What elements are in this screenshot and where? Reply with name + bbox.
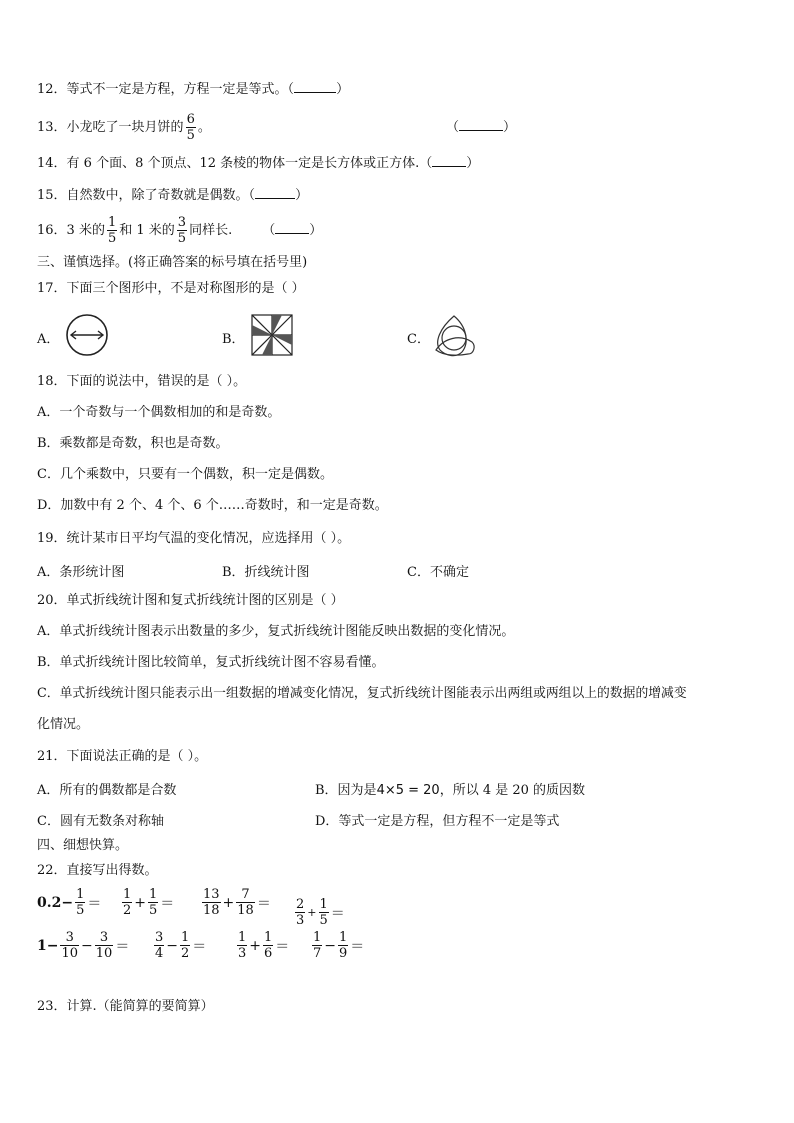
question-19-stem: 19．统计某市日平均气温的变化情况，应选择用（ ）。	[37, 531, 351, 546]
option-b[interactable]: B．乘数都是奇数，积也是奇数。	[37, 436, 229, 451]
question-21-stem: 21．下面说法正确的是（ ）。	[37, 749, 208, 764]
option-d[interactable]: D．等式一定是方程，但方程不一定是等式	[315, 814, 560, 829]
section-heading: 三、谨慎选择。(将正确答案的标号填在括号里)	[37, 255, 308, 270]
answer-paren: （ ）	[446, 120, 517, 135]
expression-2: $\frac{1}{2}$ + $\frac{1}{5}$ ＝	[123, 887, 175, 918]
option-c-label: C．	[407, 332, 430, 347]
answer-blank[interactable]	[432, 166, 466, 167]
option-b[interactable]: B．单式折线统计图比较简单，复式折线统计图不容易看懂。	[37, 655, 385, 670]
question-text: 自然数中，除了奇数就是偶数。（	[66, 188, 256, 203]
circle-arrow-figure[interactable]	[63, 312, 113, 362]
math-expression: 4×5 = 20	[376, 783, 440, 798]
answer-blank[interactable]	[459, 130, 503, 131]
option-b[interactable]: B．折线统计图	[222, 565, 310, 580]
option-a[interactable]: A．条形统计图	[37, 565, 125, 580]
question-text: 有 6 个面、8 个顶点、12 条棱的物体一定是长方体或正方体.（	[66, 156, 433, 171]
pinwheel-figure[interactable]	[249, 313, 295, 361]
expression-6: $\frac{3}{4}$ − $\frac{1}{2}$ ＝	[155, 930, 207, 961]
pinwheel-icon	[249, 313, 295, 357]
section-heading: 四、细想快算。	[37, 838, 129, 853]
fraction: $\frac{3}{5}$	[177, 215, 187, 246]
question-number: 13．	[37, 120, 67, 135]
question-text: 等式不一定是方程，方程一定是等式。（	[66, 82, 295, 97]
expression-4: $\frac{2}{3}$ + $\frac{1}{5}$ ＝	[296, 897, 345, 928]
question-23-stem: 23．计算.（能简算的要简算）	[37, 999, 214, 1014]
option-c[interactable]: C．几个乘数中，只要有一个偶数，积一定是偶数。	[37, 467, 333, 482]
question-number: 15．	[37, 188, 67, 203]
question-18-stem: 18．下面的说法中，错误的是（ ）。	[37, 374, 247, 389]
question-number: 16．	[37, 223, 67, 238]
fraction: $\frac{6}{5}$	[186, 112, 195, 143]
option-b-label: B．	[222, 332, 245, 347]
option-c-continued: 化情况。	[37, 717, 90, 732]
question-22-stem: 22．直接写出得数。	[37, 863, 158, 878]
question-13: 13．小龙吃了一块月饼的 $\frac{6}{5}$ 。	[37, 112, 211, 143]
option-d[interactable]: D．加数中有 2 个、4 个、6 个……奇数时，和一定是奇数。	[37, 498, 388, 513]
question-20-stem: 20．单式折线统计图和复式折线统计图的区别是（ ）	[37, 593, 344, 608]
fraction: $\frac{1}{5}$	[107, 215, 117, 246]
question-14: 14．有 6 个面、8 个顶点、12 条棱的物体一定是长方体或正方体.（ ）	[37, 156, 480, 171]
option-a[interactable]: A．所有的偶数都是合数	[37, 783, 177, 798]
expression-5: 1− $\frac{3}{10}$ − $\frac{3}{10}$ ＝	[37, 930, 130, 961]
trefoil-figure[interactable]	[430, 312, 478, 362]
question-number: 14．	[37, 156, 67, 171]
expression-8: $\frac{1}{7}$ − $\frac{1}{9}$ ＝	[313, 930, 365, 961]
expression-1: 0.2− $\frac{1}{5}$ ＝	[37, 887, 102, 918]
question-15: 15．自然数中，除了奇数就是偶数。（ ）	[37, 188, 309, 203]
option-a-label: A．	[37, 332, 60, 347]
trefoil-knot-icon	[430, 312, 478, 358]
question-16: 16．3 米的 $\frac{1}{5}$ 和 1 米的 $\frac{3}{5}$ 同样长. （ ）	[37, 215, 323, 246]
answer-blank[interactable]	[255, 198, 295, 199]
option-c[interactable]: C．不确定	[407, 565, 469, 580]
option-c[interactable]: C．单式折线统计图只能表示出一组数据的增减变化情况，复式折线统计图能表示出两组或两组以上的数据的增减变	[37, 686, 687, 701]
option-a[interactable]: A．一个奇数与一个偶数相加的和是奇数。	[37, 405, 281, 420]
circle-with-arrow-icon	[63, 312, 113, 358]
expression-7: $\frac{1}{3}$ + $\frac{1}{6}$ ＝	[238, 930, 290, 961]
answer-blank[interactable]	[294, 92, 336, 93]
answer-blank[interactable]	[275, 233, 309, 234]
option-b[interactable]: B．因为是4×5 = 20，所以 4 是 20 的质因数	[315, 783, 586, 798]
option-a[interactable]: A．单式折线统计图表示出数量的多少，复式折线统计图能反映出数据的变化情况。	[37, 624, 515, 639]
question-12: 12．等式不一定是方程，方程一定是等式。（ ）	[37, 82, 350, 97]
question-text: 小龙吃了一块月饼的	[66, 120, 184, 135]
question-number: 12．	[37, 82, 67, 97]
question-17-stem: 17．下面三个图形中，不是对称图形的是（ ）	[37, 281, 305, 296]
option-c[interactable]: C．圆有无数条对称轴	[37, 814, 164, 829]
expression-3: $\frac{13}{18}$ + $\frac{7}{18}$ ＝	[203, 887, 271, 918]
